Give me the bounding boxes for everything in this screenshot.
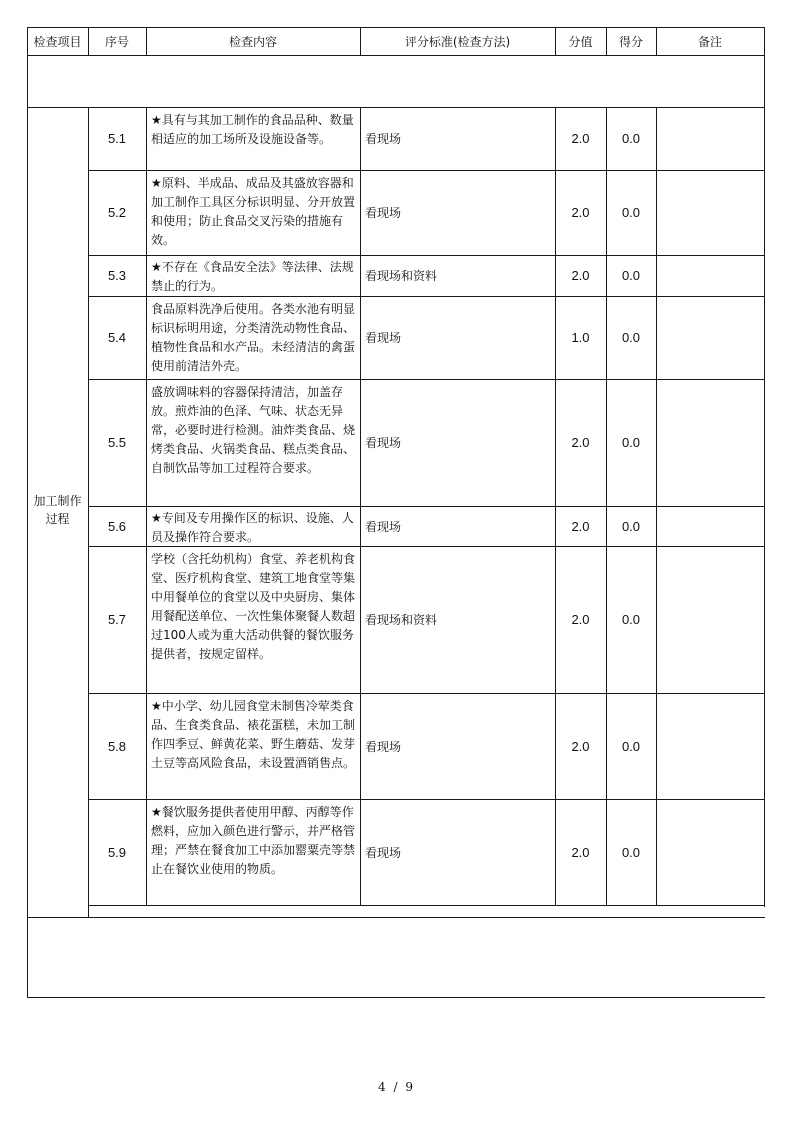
row-seq: 5.2	[107, 205, 127, 220]
row-method: 看现场和资料	[365, 613, 438, 627]
row-obtained: 0.0	[621, 205, 641, 220]
row-score: 2.0	[571, 612, 590, 627]
table-rule	[146, 107, 147, 906]
row-content: 食品原料洗净后使用。各类水池有明显标识标明用途，分类清洗动物性食品、植物性食品和水产品。未经清洁的禽蛋使用前清洁外壳。	[151, 302, 355, 373]
table-rule	[88, 506, 765, 507]
row-content: ★原料、半成品、成品及其盛放容器和加工制作工具区分标识明显、分开放置和使用；防止食品交叉污染的措施有效。	[151, 176, 355, 247]
section-name-line1: 加工制作	[33, 494, 82, 508]
row-obtained: 0.0	[621, 738, 641, 754]
row-seq: 5.7	[107, 612, 127, 627]
table-rule	[88, 799, 765, 800]
row-obtained: 0.0	[621, 435, 641, 450]
row-obtained: 0.0	[621, 330, 641, 345]
table-rule	[360, 107, 361, 906]
table-rule	[88, 905, 765, 906]
section-name-line2: 过程	[45, 512, 70, 526]
row-score: 2.0	[571, 131, 590, 146]
row-seq: 5.8	[107, 738, 127, 754]
row-method: 看现场	[365, 206, 402, 220]
row-seq: 5.1	[107, 131, 127, 146]
header-obtained: 得分	[618, 34, 643, 49]
row-seq: 5.4	[107, 330, 127, 345]
row-method: 看现场	[365, 845, 402, 860]
row-obtained: 0.0	[621, 268, 641, 283]
header-score: 分值	[568, 34, 593, 49]
row-method: 看现场	[365, 331, 402, 345]
row-score: 2.0	[571, 738, 590, 754]
table-rule	[88, 379, 765, 380]
row-content: ★具有与其加工制作的食品品种、数量相适应的加工场所及设施设备等。	[151, 113, 354, 146]
row-score: 1.0	[571, 330, 590, 345]
row-content: 学校（含托幼机构）食堂、养老机构食堂、医疗机构食堂、建筑工地食堂等集中用餐单位的食堂以及中央厨房、集体用餐配送单位、一次性集体聚餐人数超过100人或为重大活动供餐的餐饮服务提供者，按规定留样。	[151, 552, 355, 661]
row-score: 2.0	[571, 268, 590, 283]
table-rule	[88, 693, 765, 694]
row-method: 看现场	[365, 739, 402, 754]
row-obtained: 0.0	[621, 844, 641, 860]
row-score: 2.0	[571, 205, 590, 220]
table-rule	[27, 917, 765, 918]
row-seq: 5.6	[107, 518, 127, 534]
header-remark: 备注	[697, 34, 722, 49]
table-rule	[764, 27, 765, 907]
table-rule	[88, 296, 765, 297]
row-method: 看现场和资料	[365, 269, 438, 283]
row-score: 2.0	[571, 435, 590, 450]
header-category: 检查项目	[33, 34, 82, 49]
row-method: 看现场	[365, 436, 402, 450]
header-seq: 序号	[104, 34, 129, 49]
section-category	[27, 480, 88, 540]
row-method: 看现场	[365, 132, 402, 146]
row-seq: 5.3	[107, 268, 127, 283]
row-method: 看现场	[365, 519, 402, 534]
row-obtained: 0.0	[621, 518, 641, 534]
row-content: ★中小学、幼儿园食堂未制售冷荤类食品、生食类食品、裱花蛋糕，未加工制作四季豆、鲜黄花菜、野生蘑菇、发芽土豆等高风险食品，未设置酒销售点。	[151, 699, 355, 770]
row-score: 2.0	[571, 518, 590, 534]
row-content: 盛放调味料的容器保持清洁，加盖存放。煎炸油的色泽、气味、状态无异常，必要时进行检测。油炸类食品、烧烤类食品、火锅类食品、糕点类食品、自制饮品等加工过程符合要求。	[151, 385, 355, 475]
page-number: 4 / 9	[378, 1080, 415, 1094]
table-rule	[656, 107, 657, 906]
header-standard: 评分标准(检查方法)	[404, 34, 511, 49]
row-content: ★不存在《食品安全法》等法律、法规禁止的行为。	[151, 260, 354, 293]
header-content: 检查内容	[228, 34, 277, 49]
table-rule	[27, 55, 765, 56]
table-rule	[88, 170, 765, 171]
row-score: 2.0	[571, 844, 590, 860]
row-obtained: 0.0	[621, 612, 641, 627]
table-rule	[27, 997, 765, 998]
row-content: ★专间及专用操作区的标识、设施、人员及操作符合要求。	[151, 511, 354, 544]
row-seq: 5.9	[107, 844, 127, 860]
row-seq: 5.5	[107, 435, 127, 450]
row-obtained: 0.0	[621, 131, 641, 146]
row-content: ★餐饮服务提供者使用甲醇、丙醇等作燃料，应加入颜色进行警示，并严格管理；严禁在餐食加工中添加罂粟壳等禁止在餐饮业使用的物质。	[151, 805, 355, 876]
